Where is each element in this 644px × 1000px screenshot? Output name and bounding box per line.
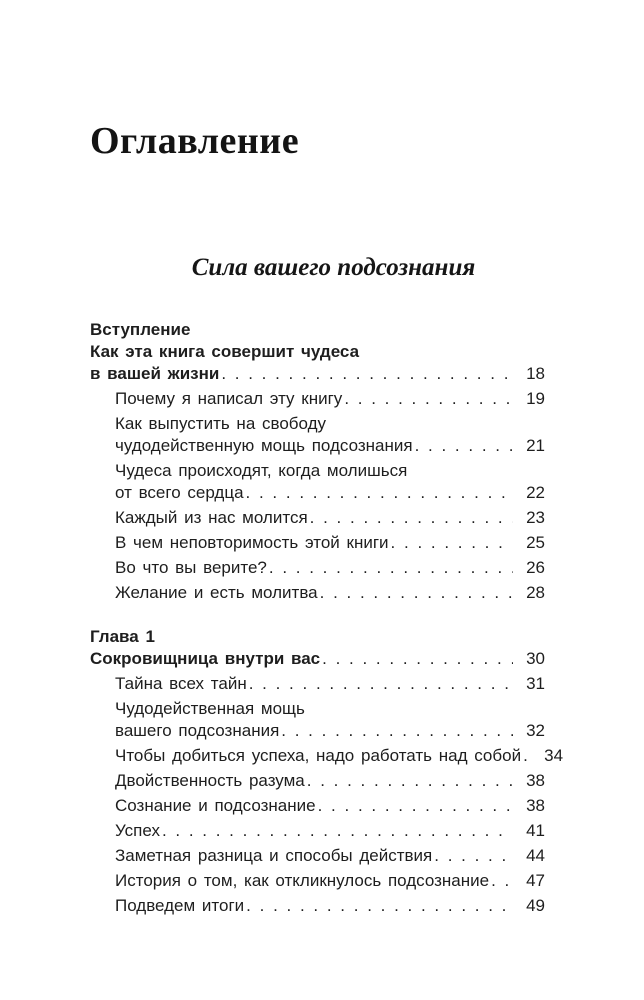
page-number: 34 bbox=[544, 746, 564, 766]
entry-text: Двойственность разума bbox=[115, 771, 305, 791]
toc-entry bbox=[90, 820, 545, 842]
page-number: 47 bbox=[526, 871, 545, 891]
dot-leader bbox=[322, 648, 513, 670]
dot-leader bbox=[491, 870, 513, 892]
dot-leader bbox=[249, 673, 513, 695]
entry-text: Заметная разница и способы действия bbox=[115, 846, 433, 866]
page-number: 23 bbox=[526, 508, 545, 528]
page-title: Оглавление bbox=[90, 120, 300, 163]
page-number: 49 bbox=[526, 896, 545, 916]
page-number: 38 bbox=[526, 771, 545, 791]
entry-text: Вступление bbox=[90, 320, 191, 340]
page-number: 25 bbox=[526, 533, 545, 553]
page-number: 19 bbox=[526, 389, 545, 409]
page-number: 28 bbox=[526, 583, 545, 603]
toc-line bbox=[115, 820, 545, 842]
dot-leader bbox=[281, 720, 513, 742]
dot-leader bbox=[310, 507, 513, 529]
section-heading bbox=[90, 626, 545, 670]
entry-text: чудодейственную мощь подсознания bbox=[115, 436, 413, 456]
entry-text: вашего подсознания bbox=[115, 721, 280, 741]
toc-line bbox=[115, 557, 545, 579]
toc-entry bbox=[90, 895, 545, 917]
dot-leader bbox=[162, 820, 513, 842]
toc-entry bbox=[90, 460, 545, 504]
toc-line bbox=[90, 319, 545, 341]
toc-entry bbox=[90, 845, 545, 867]
toc-entry bbox=[90, 557, 545, 579]
entry-text: Как выпустить на свободу bbox=[115, 414, 327, 434]
dot-leader bbox=[415, 435, 513, 457]
toc-entry bbox=[90, 745, 564, 767]
dot-leader bbox=[246, 482, 513, 504]
toc-line bbox=[115, 582, 545, 604]
entry-text: Желание и есть молитва bbox=[115, 583, 318, 603]
entry-text: Во что вы верите? bbox=[115, 558, 267, 578]
page-number: 31 bbox=[526, 674, 545, 694]
entry-text: Глава 1 bbox=[90, 627, 155, 647]
dot-leader bbox=[221, 363, 513, 385]
entry-text: Чтобы добиться успеха, надо работать над собой bbox=[115, 746, 522, 766]
toc-line bbox=[115, 745, 564, 767]
page-number: 22 bbox=[526, 483, 545, 503]
entry-text: Тайна всех тайн bbox=[115, 674, 247, 694]
entry-text: Чудеса происходят, когда молишься bbox=[115, 461, 408, 481]
entry-text: Сокровищница внутри вас bbox=[90, 649, 321, 669]
entry-text: Почему я написал эту книгу bbox=[115, 389, 343, 409]
dot-leader bbox=[523, 745, 531, 767]
page-number: 32 bbox=[526, 721, 545, 741]
toc-line bbox=[115, 388, 545, 410]
dot-leader bbox=[307, 770, 513, 792]
toc-line bbox=[115, 720, 545, 742]
page-number: 30 bbox=[526, 649, 545, 669]
entry-text: Подведем итоги bbox=[115, 896, 245, 916]
toc-entry bbox=[90, 582, 545, 604]
toc-entry bbox=[90, 673, 545, 695]
dot-leader bbox=[320, 582, 513, 604]
toc bbox=[90, 319, 564, 917]
entry-text: в вашей жизни bbox=[90, 364, 220, 384]
dot-leader bbox=[344, 388, 513, 410]
section-heading bbox=[90, 319, 545, 385]
toc-line bbox=[115, 870, 545, 892]
toc-line bbox=[115, 507, 545, 529]
entry-text: от всего сердца bbox=[115, 483, 244, 503]
toc-entry bbox=[90, 770, 545, 792]
page-number: 38 bbox=[526, 796, 545, 816]
entry-text: Чудодейственная мощь bbox=[115, 699, 305, 719]
toc-line bbox=[90, 341, 545, 363]
book-title: Сила вашего подсознания bbox=[191, 254, 476, 282]
toc-line bbox=[115, 698, 545, 720]
entry-text: Сознание и подсознание bbox=[115, 796, 316, 816]
toc-line bbox=[115, 845, 545, 867]
dot-leader bbox=[391, 532, 513, 554]
toc-line bbox=[115, 413, 545, 435]
entry-text: Каждый из нас молится bbox=[115, 508, 308, 528]
toc-line bbox=[115, 532, 545, 554]
entry-text: Как эта книга совершит чудеса bbox=[90, 342, 360, 362]
dot-leader bbox=[246, 895, 513, 917]
toc-entry bbox=[90, 795, 545, 817]
toc-entry bbox=[90, 507, 545, 529]
toc-line bbox=[115, 460, 545, 482]
entry-text: История о том, как откликнулось подсознание bbox=[115, 871, 490, 891]
toc-line bbox=[115, 895, 545, 917]
page-number: 21 bbox=[526, 436, 545, 456]
toc-line bbox=[90, 363, 545, 385]
page-number: 26 bbox=[526, 558, 545, 578]
dot-leader bbox=[434, 845, 513, 867]
toc-line bbox=[90, 626, 545, 648]
entry-text: В чем неповторимость этой книги bbox=[115, 533, 389, 553]
page-number: 18 bbox=[526, 364, 545, 384]
page-number: 41 bbox=[526, 821, 545, 841]
toc-line bbox=[115, 795, 545, 817]
dot-leader bbox=[318, 795, 513, 817]
toc-entry bbox=[90, 413, 545, 457]
page-number: 44 bbox=[526, 846, 545, 866]
toc-line bbox=[115, 435, 545, 457]
toc-entry bbox=[90, 388, 545, 410]
toc-line bbox=[115, 673, 545, 695]
toc-line bbox=[115, 482, 545, 504]
toc-line bbox=[90, 648, 545, 670]
dot-leader bbox=[269, 557, 513, 579]
toc-line bbox=[115, 770, 545, 792]
toc-entry bbox=[90, 870, 545, 892]
entry-text: Успех bbox=[115, 821, 160, 841]
toc-section bbox=[90, 319, 545, 604]
toc-section bbox=[90, 626, 564, 917]
toc-entry bbox=[90, 698, 545, 742]
toc-entry bbox=[90, 532, 545, 554]
